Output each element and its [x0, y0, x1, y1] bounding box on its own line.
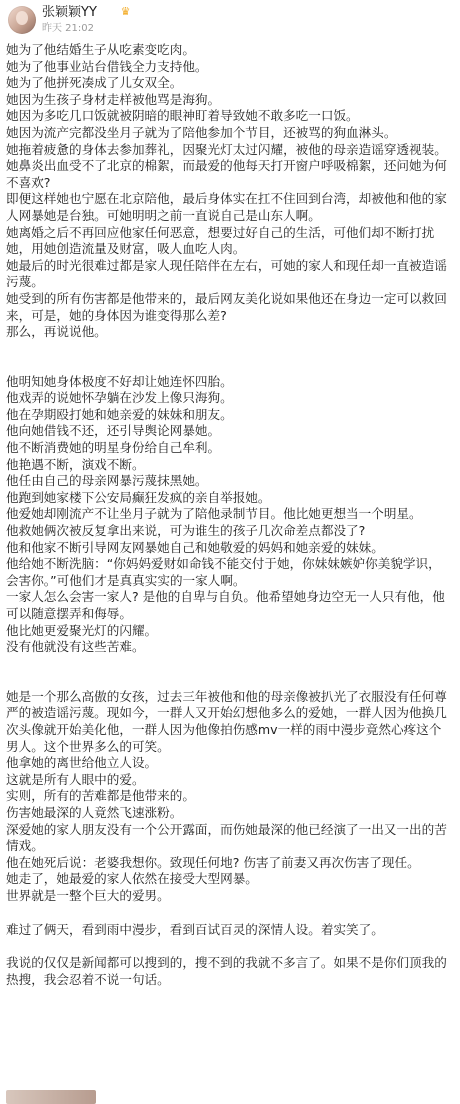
post-paragraph: 没有他就没有这些苦难。: [6, 639, 145, 655]
post-paragraph: 他爱她却刚流产不让坐月子就为了陪他录制节目。他比她更想当一个明星。: [6, 506, 422, 522]
post-paragraph: 他艳遇不断，演戏不断。: [6, 456, 145, 472]
post-header: [0, 0, 460, 40]
post-body: [6, 42, 452, 988]
post-paragraph: 难过了俩天，看到雨中漫步，看到百试百灵的深情人设。着实笑了。: [6, 921, 384, 937]
post-paragraph: 他在孕期殴打她和她亲爱的妹妹和朋友。: [6, 406, 233, 422]
post-paragraph: 他给她不断洗脑：“你妈妈爱财如命钱不能交付于她，你妹妹嫉妒你美貌学识，会害你。”可他们才是真真实实的一家人啊。: [6, 556, 441, 588]
post-paragraph: 他任由自己的母亲网暴污蔑抹黑她。: [6, 473, 208, 489]
post-paragraph: 她鼻炎出血受不了北京的棉絮，而最爱的他每天打开窗户呼吸棉絮，还问她为何不喜欢?: [6, 158, 447, 190]
post-paragraph: 她为了他拼死凑成了儿女双全。: [6, 75, 183, 91]
post-paragraph: 我说的仅仅是新闻都可以搜到的，搜不到的我就不多言了。如果不是你们顶我的热搜，我会忍着不说一句话。: [6, 955, 447, 987]
post-paragraph: 她因为生孩子身材走样被他骂是海狗。: [6, 91, 221, 107]
post-block-1: [6, 42, 452, 341]
image-thumbnail[interactable]: [6, 1090, 96, 1104]
post-paragraph: 他救她俩次被反复拿出来说，可为谁生的孩子几次命差点都没了?: [6, 523, 366, 539]
username[interactable]: 张颖颖YY: [42, 5, 97, 20]
post-paragraph: 即便这样她也宁愿在北京陪他，最后身体实在扛不住回到台湾，却被他和他的家人网暴她是台独。可她明明之前一直说自己是山东人啊。: [6, 191, 447, 223]
post-paragraph: 她为了他事业站台借钱全力支持他。: [6, 58, 208, 74]
post-paragraph: 她受到的所有伤害都是他带来的，最后网友美化说如果他还在身边一定可以救回来，可是，她的身体因为谁变得那么差?: [6, 290, 447, 323]
crown-icon: ♛: [120, 5, 131, 18]
post-paragraph: 他比她更爱聚光灯的闪耀。: [6, 622, 158, 638]
post-paragraph: 她拖着疲惫的身体去参加葬礼，因聚光灯太过闪耀，被他的母亲造谣穿透视装。: [6, 141, 447, 157]
post-paragraph: 她离婚之后不再回应他家任何恶意，想要过好自己的生活，可他们却不断打扰她，用她创造流量及财富，吸人血吃人肉。: [6, 224, 435, 257]
post-paragraph: 伤害她最深的人竟然飞速涨粉。: [6, 804, 183, 820]
post-paragraph: 她走了，她最爱的家人依然在接受大型网暴。: [6, 871, 258, 887]
post-paragraph: 她因为流产完都没坐月子就为了陪他参加个节目，还被骂的狗血淋头。: [6, 124, 397, 140]
post-paragraph: 这就是所有人眼中的爱。: [6, 771, 145, 787]
post-paragraph: 她因为多吃几口饭就被阴暗的眼神盯着导致她不敢多吃一口饭。: [6, 108, 359, 124]
post-paragraph: 他跑到她家楼下公安局癫狂发疯的亲自举报她。: [6, 489, 271, 505]
post-paragraph: 他拿她的离世给他立人设。: [6, 755, 158, 771]
post-paragraph: 他不断消费她的明星身份给自己牟利。: [6, 440, 221, 456]
post-paragraph: 世界就是一整个巨大的爱男。: [6, 887, 170, 903]
post-paragraph: 她为了他结婚生子从吃素变吃肉。: [6, 42, 195, 57]
post-block-3: [6, 689, 452, 905]
avatar[interactable]: [8, 6, 36, 34]
post-paragraph: 他向她借钱不还，还引导舆论网暴她。: [6, 423, 221, 439]
post-paragraph: 那么，再说说他。: [6, 324, 107, 340]
post-paragraph: 他明知她身体极度不好却让她连怀四胎。: [6, 373, 233, 389]
post-paragraph: 她是一个那么高傲的女孩，过去三年被他和他的母亲像被扒光了衣服没有任何尊严的被造谣污蔑。现如今，一群人又开始幻想他多么的爱她，一群人因为他换几次头像就开始美化他，一群人因为他像拍伤感mv一样的雨中漫步竟然心疼这个男人。这个世界多么的可笑。: [6, 688, 447, 754]
post-paragraph: 深爱她的家人朋友没有一个公开露面，而伤她最深的他已经演了一出又一出的苦情戏。: [6, 821, 447, 854]
post-paragraph: 实则，所有的苦难都是他带来的。: [6, 788, 195, 804]
post-paragraph: 一家人怎么会害一家人? 是他的自卑与自负。他希望她身边空无一人只有他，他可以随意摆弄和侮辱。: [6, 589, 445, 621]
post-paragraph: 她最后的时光很难过都是家人现任陪伴在左右，可她的家人和现任却一直被造谣污蔑。: [6, 257, 447, 290]
post-paragraph: 他戏弄的说她怀孕躺在沙发上像只海狗。: [6, 390, 233, 406]
post-timestamp: 昨天 21:02: [42, 23, 94, 34]
post-paragraph: 他和他家不断引导网友网暴她自己和她敬爱的妈妈和她亲爱的妹妹。: [6, 539, 384, 555]
post-paragraph: 他在她死后说：老婆我想你。致现任何地? 伤害了前妻又再次伤害了现任。: [6, 854, 420, 870]
post-block-2: [6, 374, 452, 656]
